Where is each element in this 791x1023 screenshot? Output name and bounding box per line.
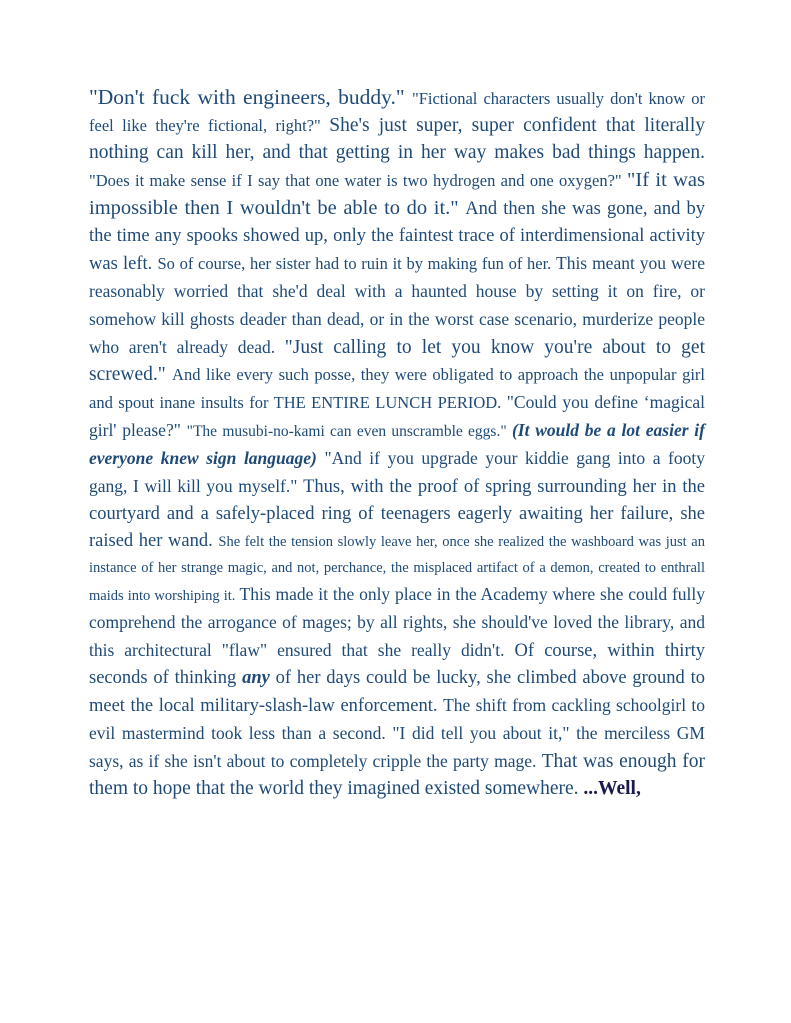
text-segment: "If it was impossible then I wouldn't be able to do it."	[89, 169, 705, 219]
text-segment: "And if you upgrade your kiddie gang into a footy gang, I will kill you myself."	[89, 448, 705, 496]
text-segment: (It would be a lot easier if everyone knew sign language)	[89, 420, 705, 468]
text-segment: And then she was gone, and by the time any spooks showed up, only the faintest trace of interdimensional activity was left.	[89, 199, 705, 274]
text-segment: "Fictional characters usually don't know or feel like they're fictional, right?"	[89, 89, 705, 135]
text-segment: The shift from cackling schoolgirl to evil mastermind took less than a second.	[89, 695, 705, 743]
text-segment: And like every such posse, they were obligated to approach the unpopular girl and spout inane insults for THE ENTIRE LUNCH PERIOD.	[89, 365, 705, 412]
text-segment: of her days could be lucky, she climbed above ground to meet the local military-slash-law enforcement.	[89, 668, 706, 716]
text-segment: "Does it make sense if I say that one water is two hydrogen and one oxygen?"	[89, 171, 627, 190]
text-segment: "Don't fuck with engineers, buddy."	[89, 85, 412, 109]
text-segment: She felt the tension slowly leave her, once she realized the washboard was just an instance of her strange magic, and not, perchance, the misplaced artifact of a demon, created to enthrall maids into worshiping it.	[89, 534, 705, 604]
text-segment: any	[242, 668, 270, 688]
text-segment: "The musubi-no-kami can even unscramble eggs."	[186, 423, 512, 440]
story-paragraph	[89, 84, 705, 803]
text-segment: She's just super, super confident that literally nothing can kill her, and that getting in her way makes bad things happen.	[89, 115, 705, 163]
text-segment: That was enough for them to hope that the world they imagined existed somewhere.	[89, 751, 706, 799]
text-segment: "I did tell you about it," the merciless GM says, as if she isn't about to completely cripple the party mage.	[89, 723, 705, 771]
text-segment: ...Well,	[583, 778, 641, 799]
text-segment: Of course, within thirty seconds of thinking	[89, 641, 705, 688]
text-segment: This meant you were reasonably worried that she'd deal with a haunted house by setting it on fire, or somehow kill ghosts deader than dead, or in the worst case scenario, murderize people who aren't already dead.	[89, 253, 705, 357]
text-segment: "Just calling to let you know you're about to get screwed."	[89, 337, 705, 385]
text-segment: Thus, with the proof of spring surrounding her in the courtyard and a safely-placed ring of teenagers eagerly awaiting her failure, she raised her wand.	[89, 477, 705, 551]
text-segment: This made it the only place in the Academy where she could fully comprehend the arrogance of mages; by all rights, she should've loved the library, and this architectural "flaw" ensured that she really didn't.	[89, 584, 706, 660]
text-segment: "Could you define ‘magical girl' please?"	[89, 392, 705, 440]
text-segment: So of course, her sister had to ruin it by making fun of her.	[157, 254, 556, 273]
